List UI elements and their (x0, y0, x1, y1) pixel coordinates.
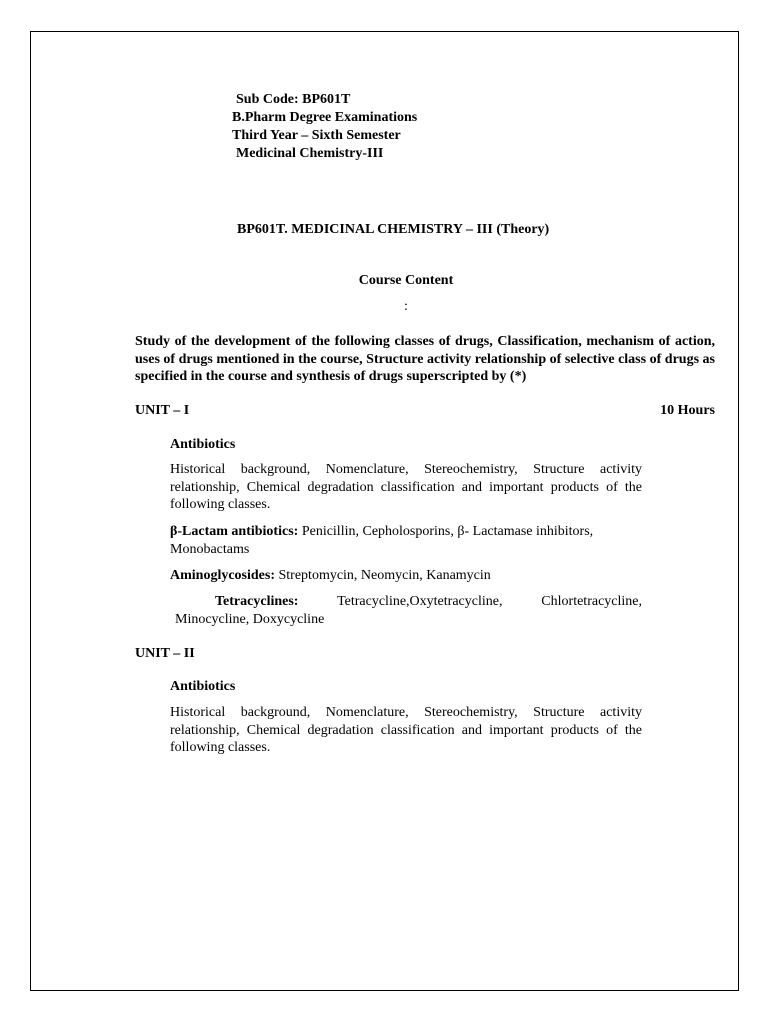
aminoglycosides-text: Streptomycin, Neomycin, Kanamycin (275, 568, 491, 583)
tetracyclines-text: Tetracycline,Oxytetracycline, Chlortetracycline, Minocycline, Doxycycline (175, 594, 642, 627)
beta-lactam-label: β-Lactam antibiotics: (170, 524, 299, 539)
unit-1-paragraph: Historical background, Nomenclature, Stereochemistry, Structure activity relationship, Chemical degradation classification and important products of the following classes. (170, 462, 642, 512)
unit-2-title: UNIT – II (135, 646, 195, 661)
sub-code: Sub Code: BP601T (236, 92, 351, 107)
year-semester: Third Year – Sixth Semester (232, 128, 401, 143)
aminoglycosides-line (170, 567, 642, 585)
course-content-heading: Course Content (358, 273, 454, 288)
intro-paragraph: Study of the development of the following classes of drugs, Classification, mechanism of action, uses of drugs mentioned in the course, Structure activity relationship of selective class of drugs as specified in the course and synthesis of drugs superscripted by (*) (135, 334, 715, 384)
degree-exam: B.Pharm Degree Examinations (232, 110, 418, 125)
course-title: BP601T. MEDICINAL CHEMISTRY – III (Theory) (237, 222, 550, 237)
beta-lactam-text: Penicillin, Cepholosporins, β- Lactamase inhibitors, Monobactams (170, 524, 594, 557)
aminoglycosides-label: Aminoglycosides: (170, 568, 275, 583)
unit-2-paragraph: Historical background, Nomenclature, Stereochemistry, Structure activity relationship, Chemical degradation classification and important products of the following classes. (170, 705, 642, 755)
unit-1-title: UNIT – I (135, 403, 190, 418)
tetracyclines-label: Tetracyclines: (215, 594, 299, 609)
subject-name: Medicinal Chemistry-III (236, 146, 384, 161)
unit-2-subheading: Antibiotics (170, 679, 236, 694)
tetracyclines-line (175, 593, 642, 628)
unit-1-hours: 10 Hours (660, 403, 715, 418)
unit-1-subheading: Antibiotics (170, 437, 236, 452)
beta-lactam-line (170, 523, 642, 558)
course-content-colon: : (404, 299, 408, 314)
